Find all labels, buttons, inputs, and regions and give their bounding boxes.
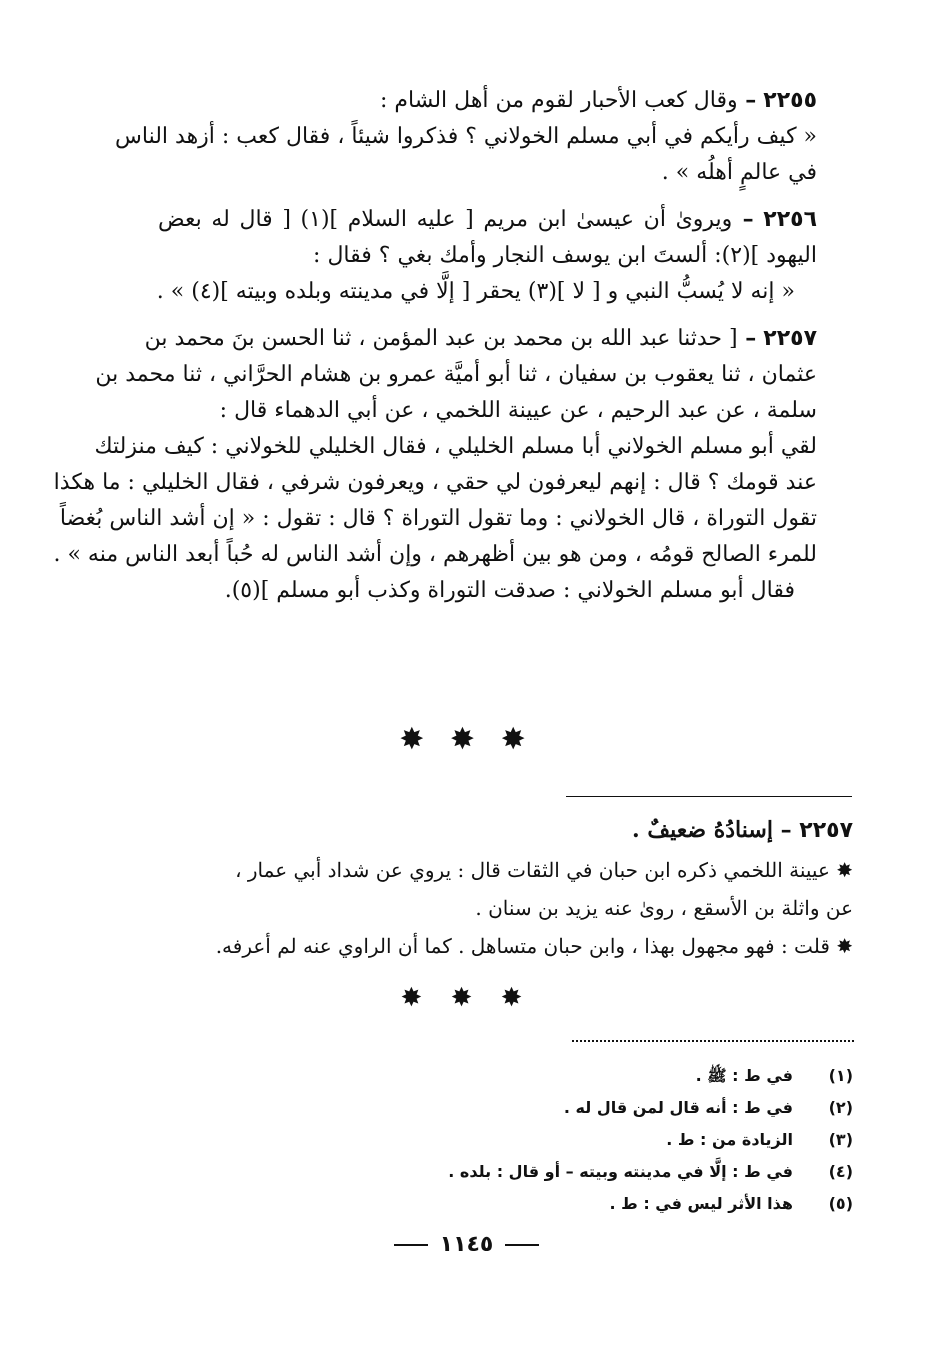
section-ornament: ✸ ✸ ✸ <box>400 983 533 1013</box>
entry-line: ٢٢٥٥ – وقال كعب الأحبار لقوم من أهل الشام : <box>380 87 817 113</box>
separator-line <box>566 796 852 797</box>
footnote-mark: (٤) <box>828 1162 853 1181</box>
entry-number: ٢٢٥٥ <box>763 88 817 113</box>
footnote-text: الزيادة من : ط . <box>666 1130 793 1149</box>
entry-line: في عالمٍ أهلُه » . <box>661 160 817 185</box>
footnote <box>300 1124 853 1156</box>
footnote <box>300 1092 853 1124</box>
entry-line: ٢٢٥٧ – [ حدثنا عبد الله بن محمد بن عبد المؤمن ، ثنا الحسن بنَ محمد بن <box>144 325 817 351</box>
entry-line: فقال أبو مسلم الخولاني : صدقت التوراة وكذب أبو مسلم ](٥). <box>224 578 795 603</box>
footnote-text: في ط : ﷺ . <box>695 1066 793 1085</box>
footnote-text: في ط : إلَّا في مدينته وبيته – أو قال : بلده . <box>448 1162 793 1181</box>
commentary-line: ✸ قلت : فهو مجهول بهذا ، وابن حبان متساهل . كما أن الراوي عنه لم أعرفه. <box>215 934 853 958</box>
footnote-mark: (٥) <box>828 1194 853 1213</box>
entry-2256 <box>158 201 817 310</box>
entry-line: « كيف رأيكم في أبي مسلم الخولاني ؟ فذكروا شيئاً ، فقال كعب : أزهد الناس <box>115 124 817 149</box>
entry-2255 <box>115 82 817 191</box>
footnote <box>300 1060 853 1092</box>
commentary-number: ٢٢٥٧ <box>799 818 853 843</box>
entry-line: تقول التوراة ، قال الخولاني : وما تقول التوراة ؟ قال : تقول : « إن أشد الناس بُغضاً <box>59 506 817 531</box>
footnote <box>300 1188 853 1220</box>
entry-line: لقي أبو مسلم الخولاني أبا مسلم الخليلي ، فقال الخليلي للخولاني : كيف منزلتك <box>94 434 817 459</box>
entry-line: ٢٢٥٦ – ويروىٰ أن عيسىٰ ابن مريم [ عليه السلام ](١) [ قال له بعض <box>158 206 817 232</box>
footnotes <box>300 1060 853 1220</box>
entry-line: عثمان ، ثنا يعقوب بن سفيان ، ثنا أبو أميَّة عمرو بن هشام الحرَّاني ، ثنا محمد بن <box>95 362 817 387</box>
footnote <box>300 1156 853 1188</box>
commentary-line: عن واثلة بن الأسقع ، روىٰ عنه يزيد بن سنان . <box>475 896 853 920</box>
footnote-mark: (٢) <box>828 1098 853 1117</box>
footnote-separator <box>572 1040 854 1042</box>
section-ornament: ✸ ✸ ✸ <box>399 722 534 757</box>
entry-number: ٢٢٥٧ <box>763 326 817 351</box>
commentary-heading: ٢٢٥٧ – إسنادُهُ ضعيفٌ . <box>632 817 853 843</box>
commentary-line: ✸ عيينة اللخمي ذكره ابن حبان في الثقات قال : يروي عن شداد أبي عمار ، <box>235 858 853 882</box>
entry-line: للمرء الصالح قومُه ، ومن هو بين أظهرهم ، وإن أشد الناس له حُباً أبعد الناس منه » . <box>53 542 817 567</box>
commentary <box>158 810 853 965</box>
entry-line: اليهود ](٢): ألستَ ابن يوسف النجار وأمك بغي ؟ فقال : <box>313 243 817 268</box>
footnote-mark: (١) <box>828 1066 853 1085</box>
page-number: ١١٤٥ <box>0 1232 933 1257</box>
entry-line: سلمة ، عن عبد الرحيم ، عن عيينة اللخمي ، عن أبي الدهماء قال : <box>219 398 817 423</box>
footnote-text: في ط : أنه قال لمن قال له . <box>563 1098 793 1117</box>
main-text <box>53 82 817 619</box>
entry-line: « إنه لا يُسبُّ النبي و [ لا ](٣) يحقر [ إلَّا في مدينته وبلده وبيته ](٤) » . <box>156 279 795 304</box>
entry-2257 <box>53 320 817 609</box>
footnote-text: هذا الأثر ليس في : ط . <box>609 1194 793 1213</box>
entry-number: ٢٢٥٦ <box>763 207 817 232</box>
entry-line: عند قومك ؟ قال : إنهم ليعرفون لي حقي ، ويعرفون شرفي ، فقال الخليلي : ما هكذا <box>53 470 817 495</box>
footnote-mark: (٣) <box>828 1130 853 1149</box>
